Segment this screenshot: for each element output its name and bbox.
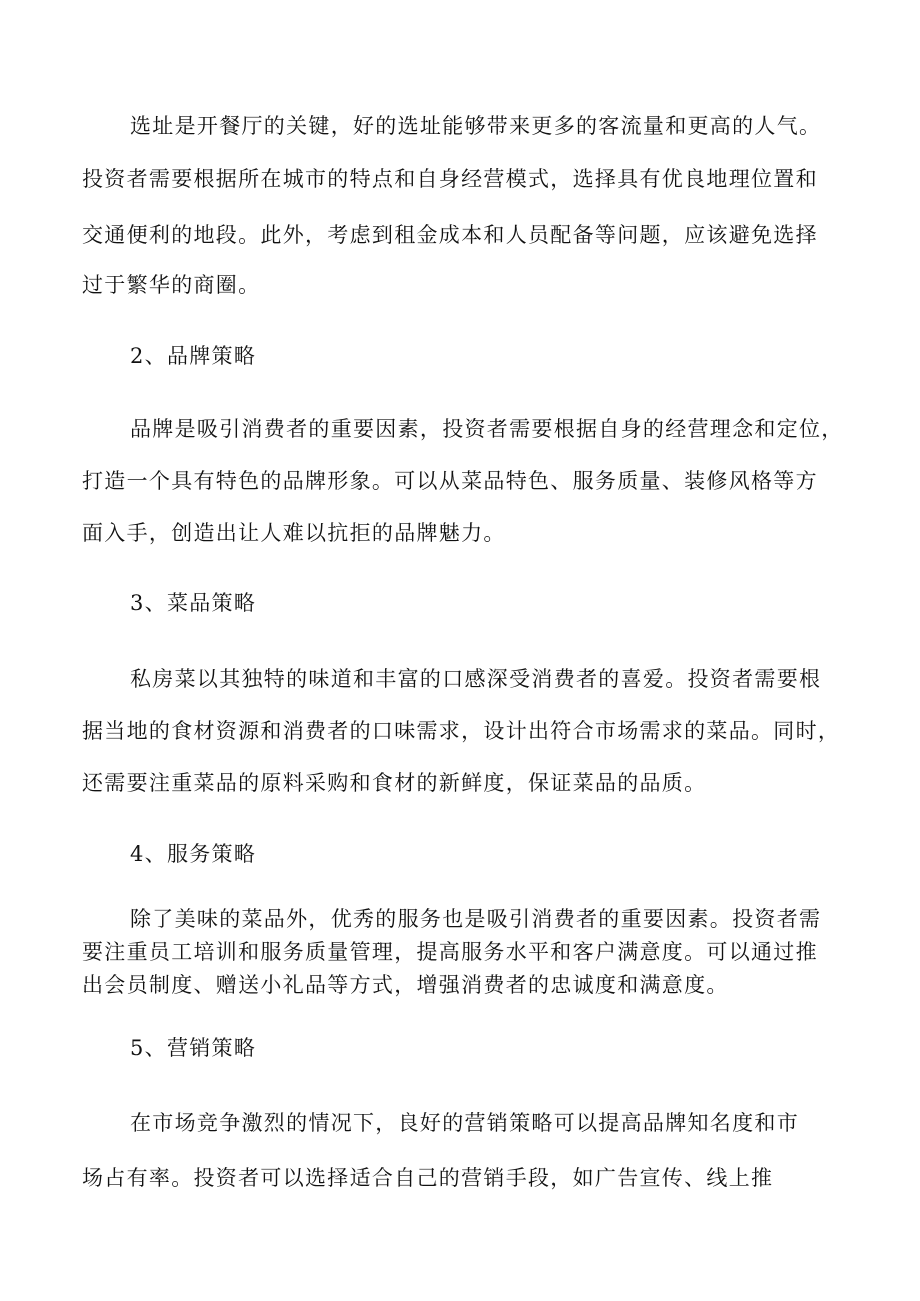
paragraph-line: 选址是开餐厅的关键，好的选址能够带来更多的客流量和更高的人气。 bbox=[130, 114, 822, 138]
paragraph-line: 交通便利的地段。此外，考虑到租金成本和人员配备等问题，应该避免选择 bbox=[82, 223, 818, 247]
paragraph-line: 还需要注重菜品的原料采购和食材的新鲜度，保证菜品的品质。 bbox=[82, 771, 707, 795]
paragraph-line: 打造一个具有特色的品牌形象。可以从菜品特色、服务质量、装修风格等方 bbox=[82, 469, 818, 493]
paragraph-line: 私房菜以其独特的味道和丰富的口感深受消费者的喜爱。投资者需要根 bbox=[130, 667, 822, 691]
paragraph-line: 在市场竞争激烈的情况下，良好的营销策略可以提高品牌知名度和市 bbox=[130, 1111, 799, 1135]
paragraph-line: 要注重员工培训和服务质量管理，提高服务水平和客户满意度。可以通过推 bbox=[82, 940, 818, 964]
section-heading-dishes: 3、菜品策略 bbox=[130, 591, 257, 615]
paragraph-line: 除了美味的菜品外，优秀的服务也是吸引消费者的重要因素。投资者需 bbox=[130, 907, 822, 931]
paragraph-line: 投资者需要根据所在城市的特点和自身经营模式，选择具有优良地理位置和 bbox=[82, 167, 818, 191]
paragraph-line: 过于繁华的商圈。 bbox=[82, 273, 261, 297]
paragraph-line: 据当地的食材资源和消费者的口味需求，设计出符合市场需求的菜品。同时， bbox=[82, 719, 841, 743]
paragraph-line: 品牌是吸引消费者的重要因素，投资者需要根据自身的经营理念和定位， bbox=[130, 417, 844, 441]
paragraph-line: 场占有率。投资者可以选择适合自己的营销手段，如广告宣传、线上推 bbox=[82, 1166, 774, 1190]
section-heading-service: 4、服务策略 bbox=[130, 842, 257, 866]
section-heading-brand: 2、品牌策略 bbox=[130, 344, 257, 368]
paragraph-line: 面入手，创造出让人难以抗拒的品牌魅力。 bbox=[82, 521, 506, 545]
section-heading-marketing: 5、营销策略 bbox=[130, 1036, 257, 1060]
paragraph-line: 出会员制度、赠送小礼品等方式，增强消费者的忠诚度和满意度。 bbox=[82, 973, 729, 997]
